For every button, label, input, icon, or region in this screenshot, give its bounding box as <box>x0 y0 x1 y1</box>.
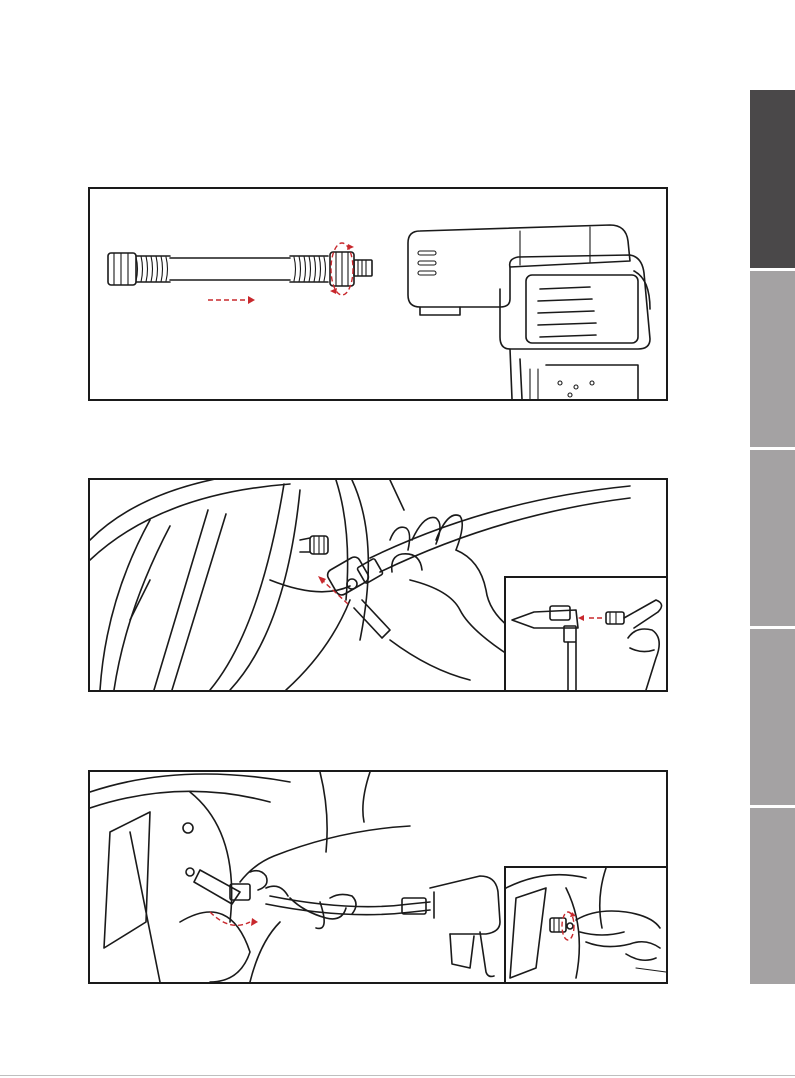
wheel-icon <box>506 868 606 978</box>
section-tab-4[interactable] <box>750 629 795 805</box>
direction-arrow-icon <box>578 615 602 621</box>
compressor-icon <box>430 876 500 977</box>
hand-icon <box>576 911 660 960</box>
wheel-icon <box>90 772 370 982</box>
wheel-icon <box>90 480 470 690</box>
section-tab-1-active[interactable] <box>750 90 795 268</box>
section-tab-5[interactable] <box>750 808 795 984</box>
nozzle-detail-illustration <box>506 578 666 690</box>
nozzle-icon <box>194 870 250 904</box>
hand-icon <box>624 600 662 690</box>
valve-detail-illustration <box>506 868 666 982</box>
direction-arrow-icon <box>318 576 348 604</box>
nozzle-icon <box>512 606 578 690</box>
direction-arrow-icon <box>208 296 255 304</box>
compressor-icon <box>408 225 650 399</box>
section-tab-2[interactable] <box>750 271 795 447</box>
detail-inset-valve <box>504 866 668 984</box>
hose-attach-illustration <box>90 189 666 399</box>
figure-inflate-tyre <box>88 770 668 984</box>
rotate-arrow-icon <box>210 912 258 926</box>
detail-inset-nozzle <box>504 576 668 692</box>
nozzle-icon <box>325 555 390 638</box>
figure-nozzle-connect <box>88 478 668 692</box>
section-tab-3[interactable] <box>750 450 795 626</box>
footer-rule <box>0 1075 795 1076</box>
rotate-arrow-icon <box>562 912 576 940</box>
figure-hose-attach <box>88 187 668 401</box>
